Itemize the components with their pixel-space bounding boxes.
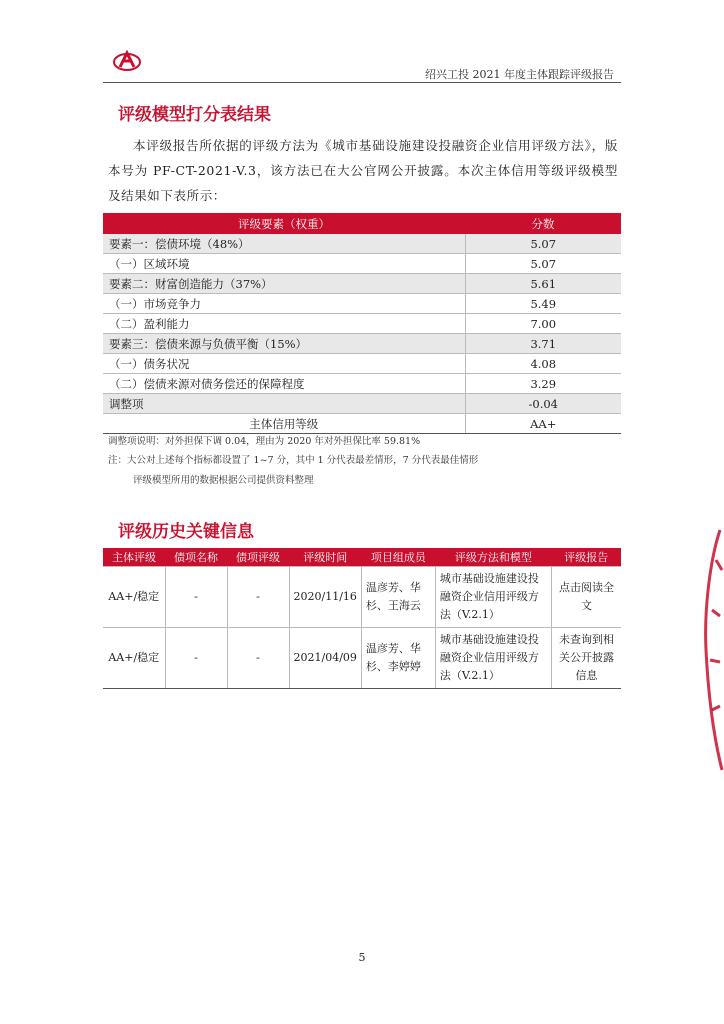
history-date: 2020/11/16 [289, 567, 361, 628]
history-header-method: 评级方法和模型 [435, 548, 551, 567]
history-rating: AA+/稳定 [103, 567, 165, 628]
history-bond-name: - [165, 628, 227, 689]
score-table-header [103, 213, 621, 234]
row-label: 调整项 [103, 394, 465, 414]
table-row [103, 234, 621, 254]
history-table [103, 548, 621, 689]
row-value: 7.00 [465, 314, 621, 334]
row-value: 5.07 [465, 254, 621, 274]
history-date: 2021/04/09 [289, 628, 361, 689]
score-table [103, 213, 621, 434]
row-value: 5.07 [465, 234, 621, 254]
history-header-report: 评级报告 [551, 548, 621, 567]
history-header-bond-rating: 债项评级 [227, 548, 289, 567]
row-value: 3.71 [465, 334, 621, 354]
page-number: 5 [358, 951, 366, 964]
history-method: 城市基础设施建设投融资企业信用评级方法（V.2.1） [435, 628, 551, 689]
table-row [103, 294, 621, 314]
row-label: （二）盈利能力 [103, 314, 465, 334]
history-header-rating: 主体评级 [103, 548, 165, 567]
history-bond-name: - [165, 567, 227, 628]
history-table-header [103, 548, 621, 567]
row-value: -0.04 [465, 394, 621, 414]
table-row [103, 274, 621, 294]
intro-paragraph [108, 133, 618, 208]
history-team: 温彦芳、华杉、王海云 [361, 567, 435, 628]
score-header-score: 分数 [465, 213, 621, 234]
header-divider [103, 82, 621, 83]
footnote: 注：大公对上述每个指标都设置了 1~7 分，其中 1 分代表最差情形，7 分代表最佳情形 [108, 455, 479, 466]
history-method: 城市基础设施建设投融资企业信用评级方法（V.2.1） [435, 567, 551, 628]
row-value: 4.08 [465, 354, 621, 374]
history-report-status: 未查询到相关公开披露信息 [551, 628, 621, 689]
row-label: 要素三：偿债来源与负债平衡（15%） [103, 334, 465, 354]
table-row [103, 254, 621, 274]
history-header-bond-name: 债项名称 [165, 548, 227, 567]
row-label: 主体信用等级 [103, 414, 465, 434]
section-title-history: 评级历史关键信息 [118, 522, 254, 542]
table-row [103, 628, 621, 689]
history-bond-rating: - [227, 567, 289, 628]
section-title-model: 评级模型打分表结果 [118, 105, 271, 125]
row-label: 要素一：偿债环境（48%） [103, 234, 465, 254]
table-row [103, 394, 621, 414]
history-team: 温彦芳、华杉、李婷婷 [361, 628, 435, 689]
table-row [103, 334, 621, 354]
history-rating: AA+/稳定 [103, 628, 165, 689]
table-row [103, 414, 621, 434]
row-value: AA+ [465, 414, 621, 434]
row-label: （一）债务状况 [103, 354, 465, 374]
table-row [103, 374, 621, 394]
row-value: 5.61 [465, 274, 621, 294]
row-value: 3.29 [465, 374, 621, 394]
data-source-note: 评级模型所用的数据根据公司提供资料整理 [133, 475, 314, 486]
row-value: 5.49 [465, 294, 621, 314]
table-row [103, 567, 621, 628]
history-header-date: 评级时间 [289, 548, 361, 567]
history-bond-rating: - [227, 628, 289, 689]
read-full-text-link[interactable]: 点击阅读全文 [551, 567, 621, 628]
row-label: （一）市场竞争力 [103, 294, 465, 314]
red-seal-stamp-fragment [700, 520, 724, 780]
score-header-factor: 评级要素（权重） [103, 213, 465, 234]
table-row [103, 354, 621, 374]
company-logo [112, 50, 142, 72]
row-label: 要素二：财富创造能力（37%） [103, 274, 465, 294]
row-label: （二）偿债来源对债务偿还的保障程度 [103, 374, 465, 394]
row-label: （一）区域环境 [103, 254, 465, 274]
header-title: 绍兴工投 2021 年度主体跟踪评级报告 [425, 68, 614, 81]
intro-text: 本评级报告所依据的评级方法为《城市基础设施建设投融资企业信用评级方法》，版本号为 PF-CT-2021-V.3，该方法已在大公官网公开披露。本次主体信用等级评级模型及结果如下表所示： [108, 138, 618, 203]
history-header-team: 项目组成员 [361, 548, 435, 567]
table-row [103, 314, 621, 334]
adjustment-note: 调整项说明：对外担保下调 0.04，理由为 2020 年对外担保比率 59.81% [108, 436, 421, 447]
